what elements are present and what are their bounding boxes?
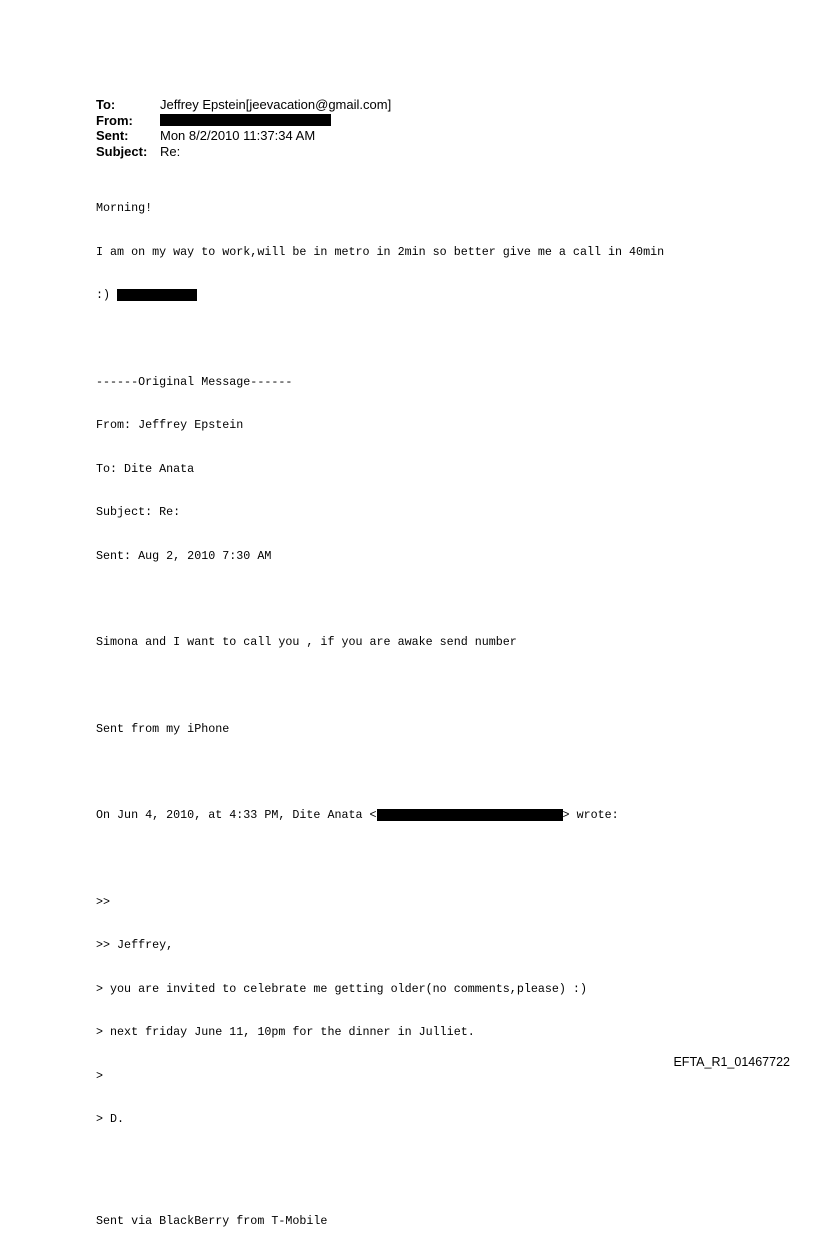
quote-line-4: > next friday June 11, 10pm for the dinner in Julliet.: [96, 1025, 475, 1039]
original-subject: Subject: Re:: [96, 505, 181, 519]
quote-line-3: > you are invited to celebrate me getting older(no comments,please) :): [96, 981, 587, 996]
quote-line-6: > D.: [96, 1112, 125, 1126]
document-id: EFTA_R1_01467722: [673, 1055, 790, 1069]
from-redaction: [160, 114, 331, 126]
iphone-signature: Sent from my iPhone: [96, 721, 230, 736]
greeting-line: Morning!: [96, 201, 153, 215]
quote-line-2: >> Jeffrey,: [96, 938, 174, 952]
email-body: [96, 172, 664, 1257]
quote-line-1: >>: [96, 894, 111, 909]
original-message-header: ------Original Message------: [96, 374, 293, 389]
subject-label: Subject:: [96, 143, 148, 159]
subject-value: Re:: [160, 143, 181, 159]
email-redaction: [377, 809, 563, 821]
to-value: Jeffrey Epstein[jeevacation@gmail.com]: [160, 97, 392, 112]
original-to: To: Dite Anata: [96, 461, 195, 476]
quote-intro-suffix: > wrote:: [562, 808, 619, 822]
from-label: From:: [96, 112, 133, 128]
message-line: I am on my way to work,will be in metro in 2min so better give me a call in 40min: [96, 244, 665, 259]
subject-row: [96, 144, 391, 160]
smiley-text: :): [96, 288, 118, 302]
original-sent: Sent: Aug 2, 2010 7:30 AM: [96, 548, 272, 563]
sent-label: Sent:: [96, 128, 129, 143]
original-from: From: Jeffrey Epstein: [96, 418, 244, 432]
from-row: [96, 113, 391, 129]
smiley-line: [96, 288, 664, 303]
quote-intro: [96, 808, 664, 823]
quote-intro-prefix: On Jun 4, 2010, at 4:33 PM, Dite Anata <: [96, 808, 377, 822]
quote-line-5: >: [96, 1068, 104, 1083]
name-redaction: [117, 289, 197, 301]
to-row: [96, 97, 391, 113]
sent-value: Mon 8/2/2010 11:37:34 AM: [160, 128, 316, 143]
blackberry-signature: Sent via BlackBerry from T-Mobile: [96, 1213, 328, 1228]
email-headers: [96, 97, 391, 159]
sent-row: [96, 128, 391, 144]
original-message-text: Simona and I want to call you , if you are awake send number: [96, 635, 517, 649]
to-label: To:: [96, 97, 116, 112]
